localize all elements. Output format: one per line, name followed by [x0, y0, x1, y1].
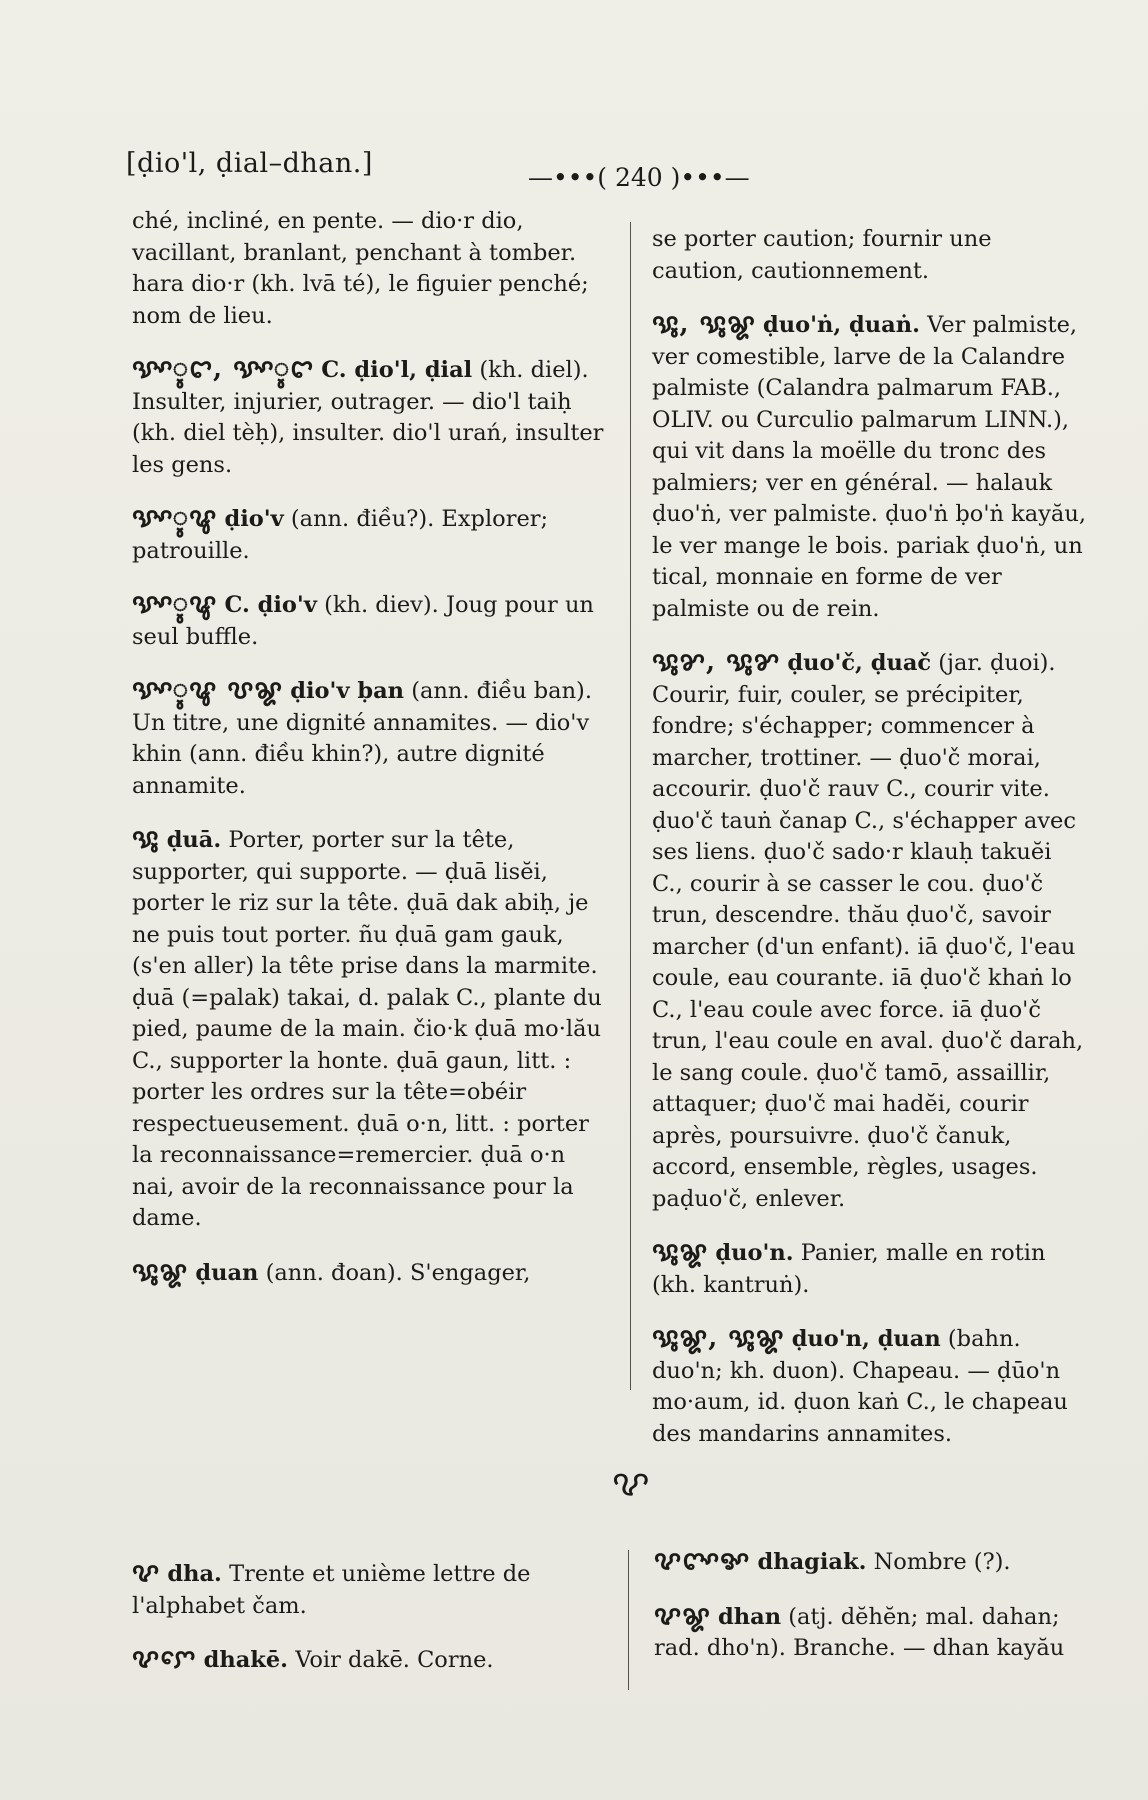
headword: ḍuo'n. [715, 1240, 794, 1266]
entry-diov-c [132, 589, 607, 653]
section-separator-glyph: ꨖ [612, 1463, 650, 1504]
cham-script: ꨖꨈꨳꨀ [654, 1546, 751, 1576]
entry-dhake [132, 1644, 612, 1677]
entry-duon-hat [652, 1323, 1087, 1450]
entry-dhagiak [654, 1546, 1090, 1579]
cham-script: ꨕꨶ, ꨕꨶꨘ [652, 309, 756, 339]
headword: ḍuo'n, ḍuan [791, 1326, 941, 1352]
entry-diov-ban [132, 675, 607, 802]
page-number: —•••( 240 )•••— [528, 163, 750, 192]
cham-script: ꨖꨘ [654, 1600, 711, 1631]
cham-script: ꨕꨳꨶꨥ [132, 503, 218, 533]
headword: dhagiak. [757, 1549, 867, 1575]
definition: (ann. điều?). Explorer; patrouille. [132, 506, 549, 564]
column-divider [630, 222, 631, 1390]
headword: ḍio'v [224, 506, 284, 532]
cham-script: ꨕꨶꨘ, ꨕꨶꨘ [652, 1323, 785, 1353]
entry-duoc [652, 647, 1087, 1215]
cham-script: ꨕꨳꨶꨥ ꨝꨘ [132, 675, 284, 705]
cham-script: ꨕꨳꨶꨤ, ꨕꨳꨶꨤ [132, 354, 315, 384]
headword: ḍio'v ḅan [290, 678, 405, 704]
definition: (kh. diev). Joug pour un seul buffle. [132, 592, 594, 650]
running-head: [ḍio'l, ḍial–dhan.] [126, 148, 373, 179]
entry-diov [132, 503, 607, 567]
entry-diol [132, 354, 607, 481]
headword: dha. [167, 1561, 222, 1587]
entry-dua [132, 824, 607, 1235]
entry-duon [652, 309, 1087, 625]
definition: Trente et unième lettre de l'alphabet čam. [132, 1561, 531, 1619]
right-column [652, 224, 1087, 1472]
entry-dha [132, 1558, 612, 1622]
entry-duan [132, 1257, 607, 1290]
cham-script: ꨖꨆꨯ [132, 1644, 197, 1674]
cham-script: ꨕꨶꨌ, ꨕꨶꨌ [652, 647, 781, 677]
cham-script: ꨖ [132, 1558, 161, 1588]
definition: Panier, malle en rotin (kh. kantruṅ). [652, 1240, 1046, 1298]
left-column [132, 206, 607, 1311]
definition: Ver palmiste, ver comestible, larve de la Calandre palmiste (Calandra palmarum FAB., OLIV. ou Curculio palmarum LINN.), qui vit dans la moëlle du tronc des palmiers; ver en général. — halauk ḍuo'ṅ, ver palmiste. ḍuo'ṅ ḅo'ṅ kayău, le ver mange le bois. pariak ḍuo'ṅ, un tical, monnaie en forme de ver palmiste ou de rein. [652, 312, 1086, 622]
definition: (jar. ḍuoi). Courir, fuir, couler, se précipiter, fondre; s'échapper; commencer à marcher, trottiner. — ḍuo'č morai, accourir. ḍuo'č rauv C., courir vite. ḍuo'č tauṅ čanap C., s'échapper avec ses liens. ḍuo'č sado·r klauḥ takuĕi C., courir à se casser le cou. ḍuo'č trun, descendre. thău ḍuo'č, savoir marcher (d'un enfant). iā ḍuo'č, l'eau coule, eau courante. iā ḍuo'č khaṅ lo C., l'eau coule avec force. iā ḍuo'č trun, l'eau coule en aval. ḍuo'č darah, le sang coule. ḍuo'č tamō, assaillir, attaquer; ḍuo'č mai hadĕi, courir après, poursuivre. ḍuo'č čanuk, accord, ensemble, règles, usages. paḍuo'č, enlever. [652, 650, 1084, 1212]
cham-script: ꨕꨶ [132, 824, 160, 854]
continued-paragraph: se porter caution; fournir une caution, cautionnement. [652, 226, 992, 284]
headword: C. ḍio'l, ḍial [321, 357, 473, 383]
definition: (ann. đoan). S'engager, [265, 1259, 531, 1286]
headword: dhakē. [203, 1647, 289, 1673]
headword: ḍuā. [166, 827, 222, 853]
entry-dhan [654, 1601, 1090, 1665]
headword: C. ḍio'v [224, 592, 317, 618]
continued-paragraph: ché, incliné, en pente. — dio·r dio, vacillant, branlant, penchant à tomber. hara dio·r (kh. lvā té), le figuier penché; nom de lieu. [132, 208, 589, 329]
cham-script: ꨕꨶꨘ [652, 1237, 709, 1267]
cham-script: ꨕꨶꨘ [132, 1256, 189, 1287]
entry-duon-basket [652, 1237, 1087, 1301]
headword: dhan [718, 1603, 782, 1630]
definition: (kh. diel). Insulter, injurier, outrager. — dio'l taiḥ (kh. diel tèḥ), insulter. dio'l urań, insulter les gens. [132, 357, 604, 478]
headword: ḍuan [195, 1259, 259, 1286]
headword: ḍuo'ṅ, ḍuaṅ. [763, 312, 920, 338]
definition: Voir dakē. Corne. [295, 1647, 494, 1673]
definition: Porter, porter sur la tête, supporter, qui supporte. — ḍuā lisĕi, porter le riz sur la tête. ḍuā dak abiḥ, je ne puis tout porter. ñu ḍuā gam gauk, (s'en aller) la tête prise dans la marmite. ḍuā (=palak) takai, d. palak C., plante du pied, paume de la main. čio·k ḍuā mo·lău C., supporter la honte. ḍuā gaun, litt. : porter les ordres sur la tête=obéir respectueusement. ḍuā o·n, litt. : porter la reconnaissance=remercier. ḍuā o·n nai, avoir de la reconnaissance pour la dame. [132, 827, 602, 1231]
definition: (bahn. duo'n; kh. duon). Chapeau. — ḍūo'n mo·aum, id. ḍuon kaṅ C., le chapeau des mandarins annamites. [652, 1326, 1068, 1447]
column-divider-bottom [628, 1550, 629, 1690]
bottom-right-column [654, 1546, 1090, 1687]
definition: (ann. điều ban). Un titre, une dignité annamites. — dio'v khin (ann. điều khin?), autre dignité annamite. [132, 678, 592, 799]
cham-script: ꨕꨳꨶꨥ [132, 589, 218, 619]
definition: Nombre (?). [873, 1549, 1011, 1575]
headword: ḍuo'č, ḍuač [787, 650, 932, 676]
bottom-left-column [132, 1558, 612, 1699]
definition: (atj. dĕhĕn; mal. dahan; rad. dho'n). Branche. — dhan kayău [654, 1603, 1065, 1661]
